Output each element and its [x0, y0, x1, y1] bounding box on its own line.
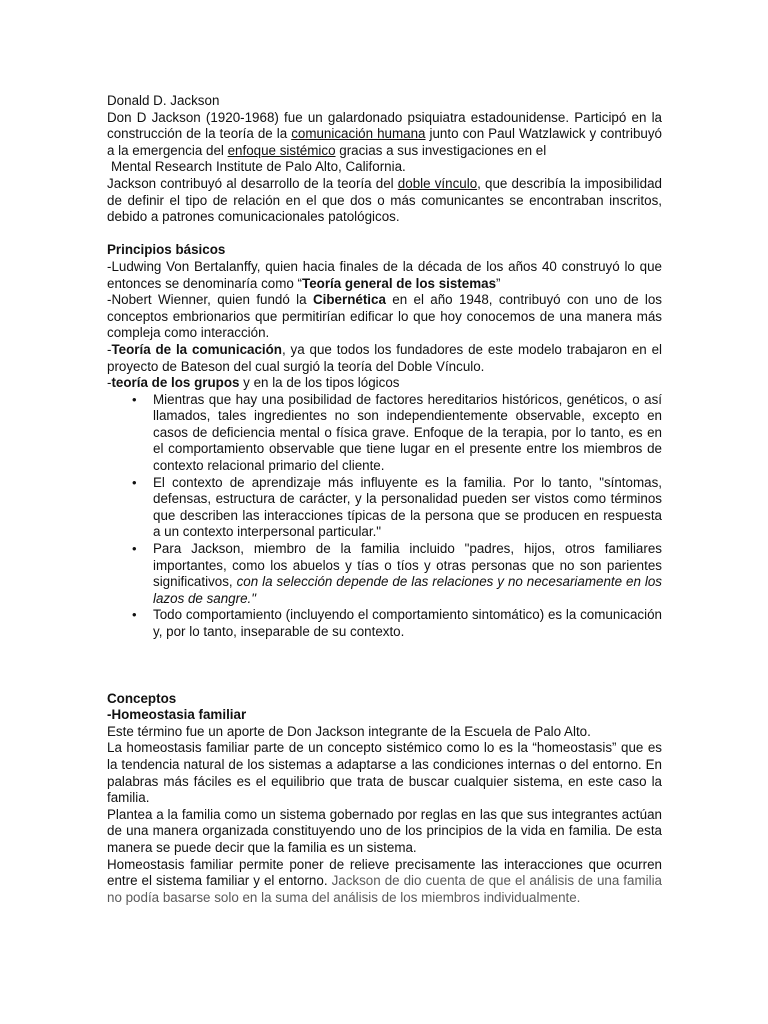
principio-wienner [107, 292, 662, 342]
link-enfoque-sistemico[interactable]: enfoque sistémico [227, 142, 336, 158]
conceptos-paragraph-3: Plantea a la familia como un sistema gobernado por reglas en las que sus integrantes actúan de una manera organizada constituyendo uno de los principios de la vida en familia. De esta manera se puede decir que la familia es un sistema. [107, 806, 662, 855]
text: -Ludwing Von Bertalanffy, quien hacia finales de la década de los años 40 construyó lo que entonces se denominaría como “ [107, 258, 662, 291]
conceptos-heading [107, 691, 662, 708]
link-comunicacion-humana[interactable]: comunicación humana [291, 126, 426, 142]
text: , ya que todos los fundadores de este modelo trabajaron en el proyecto de Bateson del cual surgió la teoría del Doble Vínculo. [107, 341, 662, 374]
intro-text: Don D Jackson (1920-1968) fue un galardonado psiquiatra estadounidense. Participó en la construcción de la teoría de la [107, 109, 662, 142]
bold-text: Teoría de la comunicación [111, 341, 282, 357]
bullet-icon: • [132, 607, 137, 623]
list-item-italic-text: con la selección depende de las relaciones y no necesariamente en los lazos de sangre." [153, 574, 662, 606]
principios-bullet-list [107, 392, 662, 641]
conceptos-paragraph-2: La homeostasis familiar parte de un concepto sistémico como lo es la “homeostasis” que es la tendencia natural de los sistemas a adaptarse a las condiciones internas o del entorno. En palabras más fáciles es el equilibrio que trata de buscar cualquier sistema, en este caso la familia. [107, 740, 662, 806]
bullet-icon: • [132, 541, 137, 557]
list-item-text: Para Jackson, miembro de la familia incluido "padres, hijos, otros familiares importantes, como los abuelos y tías o tíos y otras personas que no son parientes significativos, [153, 541, 662, 590]
intro-text: Jackson contribuyó al desarrollo de la teoría del [107, 175, 398, 191]
list-item [132, 607, 662, 640]
list-item [132, 391, 662, 475]
principio-comunicacion [107, 342, 662, 375]
bold-text: Cibernética [312, 292, 386, 308]
grey-text: Jackson de dio cuenta de que el análisis de una familia no podía basarse solo en la suma del análisis de los miembros individualmente. [107, 873, 662, 905]
text: - [107, 341, 112, 357]
list-item [132, 474, 662, 541]
text: y en la de los tipos lógicos [239, 375, 400, 391]
intro-text: junto con Paul Watzlawick y contribuyó a la emergencia del [107, 126, 662, 158]
list-item-text: Mientras que hay una posibilidad de factores hereditarios históricos, genéticos, o así llamados, tales ingredientes no son independientemente observable, excepto en casos de deficiencia mental o física grave. Enfoque de la terapia, por lo tanto, es en el comportamiento observable que tiene lugar en el presente entre los miembros de contexto relacional primario del cliente. [153, 391, 662, 474]
intro-institute-line: Mental Research Institute de Palo Alto, California. [111, 159, 406, 175]
text: -Nobert Wienner, quien fundó la [107, 292, 313, 308]
conceptos-paragraph-1: Este término fue un aporte de Don Jackson integrante de la Escuela de Palo Alto. [107, 723, 591, 739]
homeostasia-subheading [107, 707, 662, 724]
text: Homeostasis familiar permite poner de relieve precisamente las interacciones que ocurren entre el sistema familiar y el entorno. [107, 856, 662, 889]
document-title: Donald D. Jackson [107, 93, 220, 108]
bold-text: teoría de los grupos [111, 375, 240, 391]
intro-text: gracias a sus investigaciones en el [335, 142, 547, 158]
principio-grupos [107, 375, 662, 392]
heading-text: Conceptos [107, 690, 177, 706]
principio-bertalanffy [107, 259, 662, 292]
link-doble-vinculo[interactable]: doble vínculo [397, 175, 478, 191]
text: - [107, 375, 112, 391]
intro-paragraph-2 [107, 176, 662, 226]
subheading-text: -Homeostasia familiar [107, 707, 247, 723]
list-item [132, 541, 662, 607]
intro-text: , que describía la imposibilidad de definir el tipo de relación en el que dos o más comunicantes se encontraban inscritos, debido a patrones comunicacionales patológicos. [107, 175, 662, 225]
heading-text: Principios básicos [107, 242, 226, 258]
bullet-icon: • [132, 474, 137, 490]
bold-text: Teoría general de los sistemas [302, 275, 497, 291]
bullet-icon: • [132, 391, 137, 407]
principios-heading [107, 242, 662, 259]
list-item-text: El contexto de aprendizaje más influyente es la familia. Por lo tanto, "síntomas, defensas, estructura de carácter, y la personalidad pueden ser vistos como términos que describen las interacciones típicas de la persona que se producen en respuesta a un contexto interpersonal particular." [153, 474, 662, 540]
conceptos-paragraph-4 [107, 857, 662, 907]
text: ” [496, 275, 501, 291]
list-item-text: Todo comportamiento (incluyendo el comportamiento sintomático) es la comunicación y, por lo tanto, inseparable de su contexto. [153, 607, 662, 639]
intro-paragraph-1 [107, 110, 662, 160]
text: en el año 1948, contribuyó con uno de los conceptos embrionarios que permitirían edificar lo que hoy conocemos de una manera más compleja como interacción. [107, 292, 662, 341]
